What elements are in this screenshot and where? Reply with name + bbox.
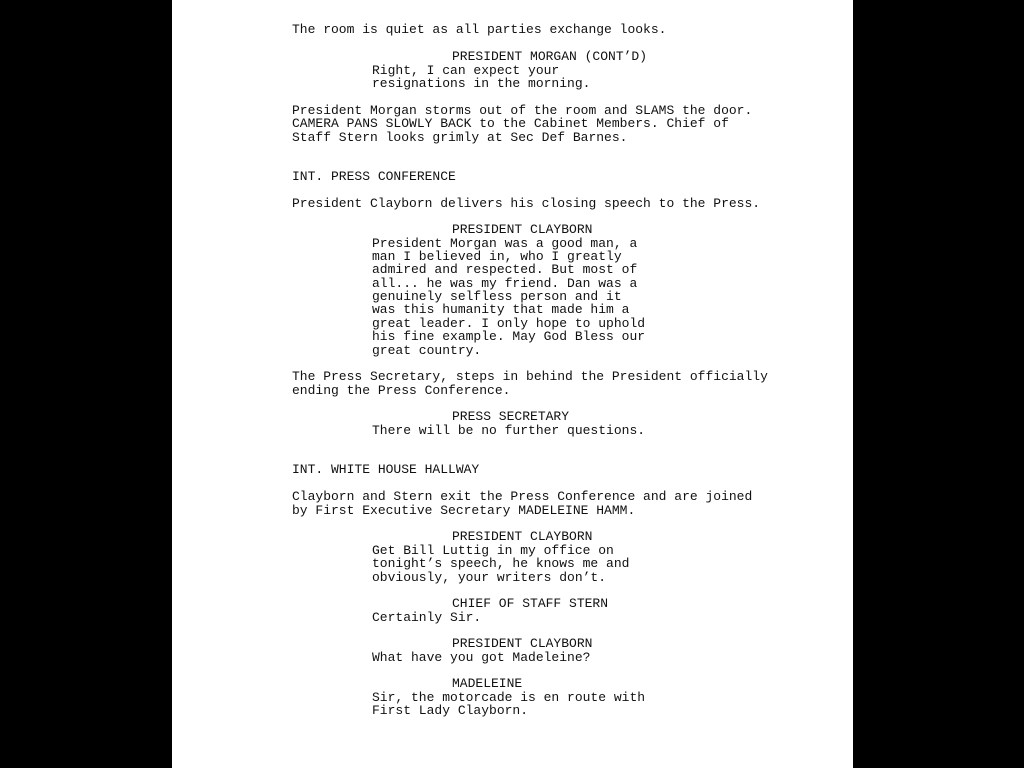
action-line: The Press Secretary, steps in behind the President officially — [292, 369, 768, 384]
script-page — [172, 0, 853, 768]
action-line: President Clayborn delivers his closing speech to the Press. — [292, 196, 761, 211]
character-cue: MADELEINE — [452, 676, 523, 691]
dialogue-line: his fine example. May God Bless our — [372, 329, 646, 344]
dialogue-line: great country. — [372, 343, 482, 358]
action-line: The room is quiet as all parties exchange looks. — [292, 22, 667, 37]
dialogue-line: genuinely selfless person and it — [372, 289, 622, 304]
action-line: Staff Stern looks grimly at Sec Def Barnes. — [292, 130, 628, 145]
action-line: by First Executive Secretary MADELEINE HAMM. — [292, 503, 636, 518]
dialogue-line: great leader. I only hope to uphold — [372, 316, 646, 331]
scene-heading: INT. WHITE HOUSE HALLWAY — [292, 462, 480, 477]
character-cue: PRESIDENT CLAYBORN — [452, 636, 593, 651]
dialogue-line: man I believed in, who I greatly — [372, 249, 622, 264]
character-cue: PRESIDENT CLAYBORN — [452, 222, 593, 237]
action-line: CAMERA PANS SLOWLY BACK to the Cabinet Members. Chief of — [292, 116, 729, 131]
dialogue-line: First Lady Clayborn. — [372, 703, 529, 718]
dialogue-line: obviously, your writers don’t. — [372, 570, 607, 585]
action-line: Clayborn and Stern exit the Press Conference and are joined — [292, 489, 753, 504]
character-cue: CHIEF OF STAFF STERN — [452, 596, 609, 611]
scene-heading: INT. PRESS CONFERENCE — [292, 169, 456, 184]
dialogue-line: admired and respected. But most of — [372, 262, 638, 277]
dialogue-line: tonight’s speech, he knows me and — [372, 556, 630, 571]
dialogue-line: Get Bill Luttig in my office on — [372, 543, 614, 558]
dialogue-line: Right, I can expect your — [372, 63, 560, 78]
dialogue-line: Sir, the motorcade is en route with — [372, 690, 646, 705]
character-cue: PRESIDENT CLAYBORN — [452, 529, 593, 544]
character-cue: PRESIDENT MORGAN (CONT’D) — [452, 49, 648, 64]
character-cue: PRESS SECRETARY — [452, 409, 570, 424]
action-line: ending the Press Conference. — [292, 383, 511, 398]
dialogue-line: What have you got Madeleine? — [372, 650, 591, 665]
dialogue-line: was this humanity that made him a — [372, 302, 630, 317]
dialogue-line: Certainly Sir. — [372, 610, 482, 625]
dialogue-line: all... he was my friend. Dan was a — [372, 276, 638, 291]
action-line: President Morgan storms out of the room and SLAMS the door. — [292, 103, 753, 118]
dialogue-line: President Morgan was a good man, a — [372, 236, 638, 251]
dialogue-line: resignations in the morning. — [372, 76, 591, 91]
dialogue-line: There will be no further questions. — [372, 423, 646, 438]
